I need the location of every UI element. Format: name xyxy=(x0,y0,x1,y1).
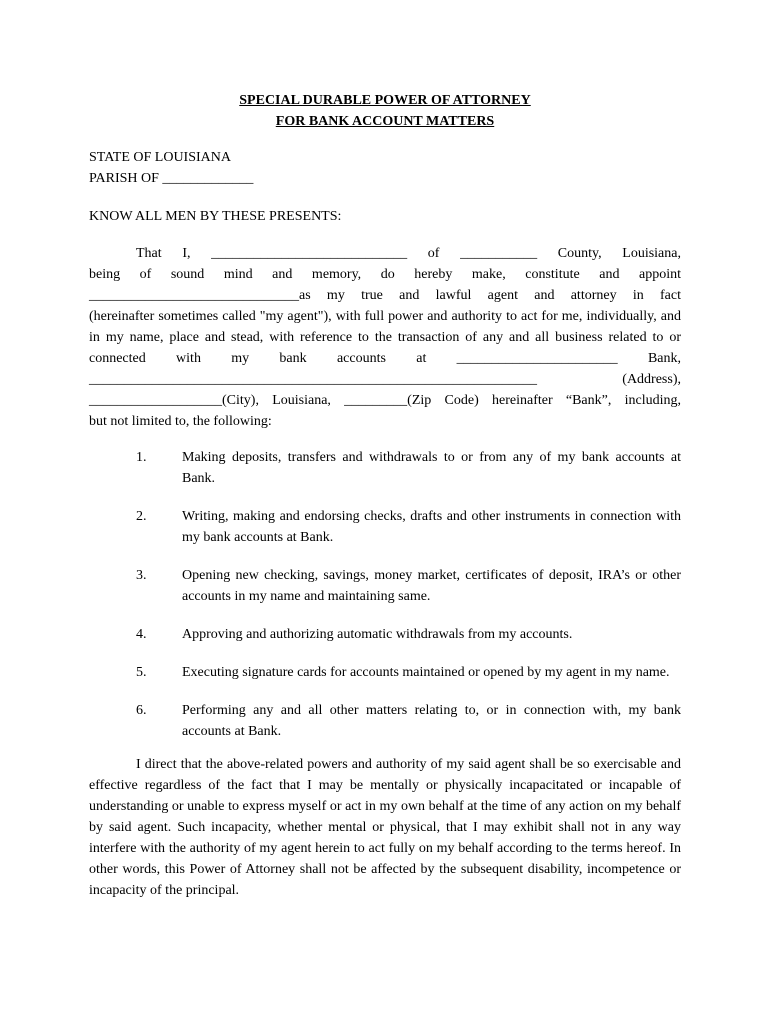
title-line-2: FOR BANK ACCOUNT MATTERS xyxy=(275,114,495,129)
power-list-item xyxy=(136,565,681,607)
text-line: but not limited to, the following: xyxy=(89,414,272,429)
power-list-item xyxy=(136,624,681,645)
text-line: in my name, place and stead, with reference to the transaction of any and all business related to or xyxy=(89,330,681,345)
power-list-item xyxy=(136,447,681,489)
text-line: Writing, making and endorsing checks, drafts and other instruments in connection with xyxy=(182,509,681,524)
venue-block xyxy=(89,147,681,189)
salutation-line: KNOW ALL MEN BY THESE PRESENTS: xyxy=(89,209,342,224)
text-line: ________________________________________________________________ (Address), xyxy=(89,372,681,387)
text-line: Performing any and all other matters relating to, or in connection with, my bank xyxy=(182,703,681,718)
document-title xyxy=(89,90,681,132)
list-item-number: 6. xyxy=(136,703,147,718)
text-line: other words, this Power of Attorney shall not be affected by the subsequent disability, incompetence or xyxy=(89,862,681,877)
title-line-1: SPECIAL DURABLE POWER OF ATTORNEY xyxy=(239,93,531,108)
list-item-number: 1. xyxy=(136,450,147,465)
list-item-number: 5. xyxy=(136,665,147,680)
text-line: ______________________________as my true and lawful agent and attorney in fact xyxy=(89,288,681,303)
power-list-item xyxy=(136,506,681,548)
title-line-2-wrap xyxy=(89,111,681,132)
power-list-item xyxy=(136,700,681,742)
state-line: STATE OF LOUISIANA xyxy=(89,150,231,165)
text-line: Executing signature cards for accounts maintained or opened by my agent in my name. xyxy=(182,665,670,680)
list-item-text xyxy=(182,565,681,607)
text-line: accounts in my name and maintaining same. xyxy=(182,589,431,604)
text-line: Making deposits, transfers and withdrawals to or from any of my bank accounts at xyxy=(182,450,681,465)
text-line: accounts at Bank. xyxy=(182,724,282,739)
powers-list xyxy=(136,447,681,742)
list-item-number: 3. xyxy=(136,568,147,583)
text-line: Bank. xyxy=(182,471,216,486)
text-line: understanding or unable to express myself or act in my own behalf at the time of any action on my behalf xyxy=(89,799,681,814)
opening-paragraph xyxy=(89,243,681,432)
text-line: That I, ____________________________ of ___________ County, Louisiana, xyxy=(136,246,681,261)
durability-paragraph xyxy=(89,754,681,901)
text-line: effective regardless of the fact that I may be mentally or physically incapacitated or incapable of xyxy=(89,778,681,793)
text-line: (hereinafter sometimes called "my agent"), with full power and authority to act for me, individually, and xyxy=(89,309,681,324)
text-line: Approving and authorizing automatic withdrawals from my accounts. xyxy=(182,627,573,642)
parish-line: PARISH OF _____________ xyxy=(89,171,254,186)
list-item-text xyxy=(182,700,681,742)
text-line: interfere with the authority of my agent herein to act fully on my behalf according to the terms hereof. In xyxy=(89,841,681,856)
list-item-number: 2. xyxy=(136,509,147,524)
list-item-text xyxy=(182,506,681,548)
list-item-text xyxy=(182,624,681,645)
text-line: incapacity of the principal. xyxy=(89,883,240,898)
power-list-item xyxy=(136,662,681,683)
list-item-text xyxy=(182,662,681,683)
text-line: my bank accounts at Bank. xyxy=(182,530,334,545)
text-line: connected with my bank accounts at _______________________ Bank, xyxy=(89,351,681,366)
list-item-number: 4. xyxy=(136,627,147,642)
text-line: ___________________(City), Louisiana, _________(Zip Code) hereinafter “Bank”, including, xyxy=(89,393,681,408)
text-line: by said agent. Such incapacity, whether mental or physical, that I may exhibit shall not in any way xyxy=(89,820,681,835)
list-item-text xyxy=(182,447,681,489)
text-line: I direct that the above-related powers and authority of my said agent shall be so exercisable and xyxy=(136,757,681,772)
title-line-1-wrap xyxy=(89,90,681,111)
text-line: being of sound mind and memory, do hereby make, constitute and appoint xyxy=(89,267,681,282)
text-line: Opening new checking, savings, money market, certificates of deposit, IRA’s or other xyxy=(182,568,681,583)
